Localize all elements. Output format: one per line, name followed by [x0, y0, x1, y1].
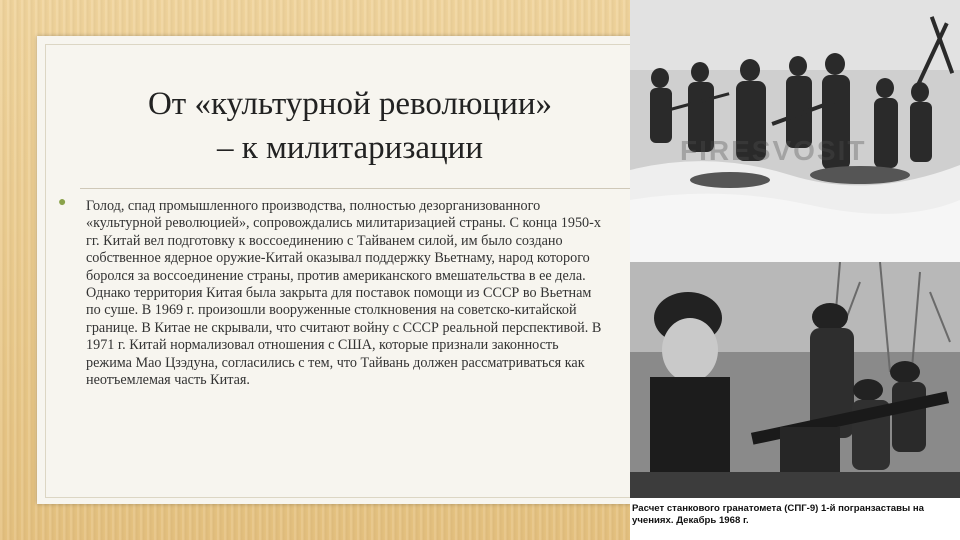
photo-grenade-crew-drawing	[630, 262, 960, 498]
body-paragraph: Голод, спад промышленного производства, полностью дезорганизованного «культурной революцией», сопровождались милитаризацией страны. С конца 1950-х гг. Китай вел подготовку к воссоединению с Тайванем силой, им было создано собственное ядерное оружие-Китай оказывал поддержку Вьетнаму, народ которого боролся за воссоединение страны, против американского вмешательства в ее дела. Однако территория Китая была закрыта для поставок помощи из СССР во Вьетнам по суше. В 1969 г. произошли вооруженные столкновения на советско-китайской границе. В Китае не скрывали, что считают войну с СССР реальной перспективой. В 1971 г. Китай нормализовал отношения с США, которые признали законность режима Мао Цзэдуна, согласились с тем, что Тайвань должен рассматриваться как неотъемлемая часть Китая.	[86, 198, 602, 389]
slide-title	[80, 82, 620, 170]
title-divider	[80, 188, 640, 189]
bullet-icon: ●	[58, 195, 67, 210]
title-line-2: – к милитаризации	[217, 130, 483, 166]
photo-watermark: FIRESVOSIT	[680, 135, 867, 166]
photo-soldiers-snow	[630, 0, 960, 262]
photo-caption: Расчет станкового гранатомета (СПГ-9) 1-й погранзаставы на учениях. Декабрь 1968 г.	[632, 503, 925, 526]
photo-grenade-crew	[630, 262, 960, 498]
photo-soldiers-snow-drawing	[630, 0, 960, 262]
title-line-1: От «культурной революции»	[147, 86, 553, 122]
